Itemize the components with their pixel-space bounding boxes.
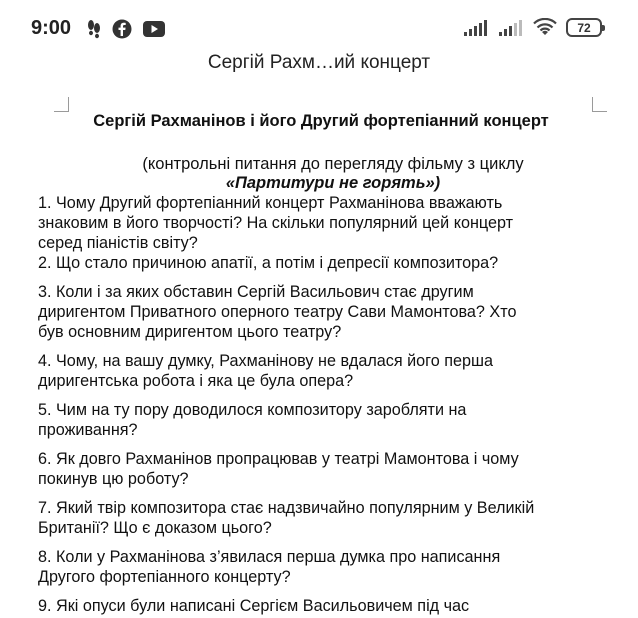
footsteps-icon [86,19,102,39]
question-line: був основним диригентом цього театру? [38,323,342,341]
facebook-icon [112,19,132,39]
question-line: 2. Що стало причиною апатії, а потім і депресії композитора? [38,254,499,272]
question-line: 9. Які опуси були написані Сергієм Васильовичем під час [38,597,470,615]
question-6 [38,449,604,489]
question-line: 7. Який твір композитора стає надзвичайно популярним у Великій [38,499,535,517]
status-bar [0,0,638,58]
question-line: покинув цю роботу? [38,470,189,488]
question-line: 5. Чим на ту пору доводилося композитору заробляти на [38,401,467,419]
battery-indicator: 72 [566,18,602,37]
question-line: 6. Як довго Рахманінов пропрацював у театрі Мамонтова і чому [38,450,519,468]
question-line: Британії? Що є доказом цього? [38,519,272,537]
question-3 [38,282,604,342]
document-title: Сергій Рахм…ий концерт [207,52,431,73]
document-body [38,110,604,616]
cellular-signal-icon [463,19,489,37]
status-left-icons [86,19,166,39]
question-4 [38,351,604,391]
cellular-signal-2-icon [498,19,524,37]
question-1 [38,193,604,253]
question-7 [38,498,604,538]
question-line: знаковим в його творчості? На скільки популярний цей концерт [38,214,514,232]
youtube-icon [142,20,166,38]
wifi-icon [533,18,557,37]
question-list [38,193,604,616]
question-line: 3. Коли і за яких обставин Сергій Васильович стає другим [38,283,474,301]
document-subtitle: (контрольні питання до перегляду фільму з циклу [142,155,524,173]
question-8 [38,547,604,587]
question-line: проживання? [38,421,138,439]
question-line: Другого фортепіанного концерту? [38,568,291,586]
status-time: 9:00 [31,17,72,39]
question-line: 4. Чому, на вашу думку, Рахманінову не вдалася його перша [38,352,493,370]
question-line: диригентська робота і яка це була опера? [38,372,354,390]
status-right-icons [463,18,602,37]
question-line: 1. Чому Другий фортепіанний концерт Рахманінова вважають [38,194,503,212]
document-heading: Сергій Рахманінов і його Другий фортепіанний концерт [93,112,549,130]
document-series: «Партитури не горять») [225,174,441,192]
question-line: серед піаністів світу? [38,234,198,252]
question-5 [38,400,604,440]
question-2 [38,253,604,273]
question-9 [38,596,604,616]
question-line: диригентом Приватного оперного театру Сави Мамонтова? Хто [38,303,517,321]
question-line: 8. Коли у Рахманінова з’явилася перша думка про написання [38,548,501,566]
